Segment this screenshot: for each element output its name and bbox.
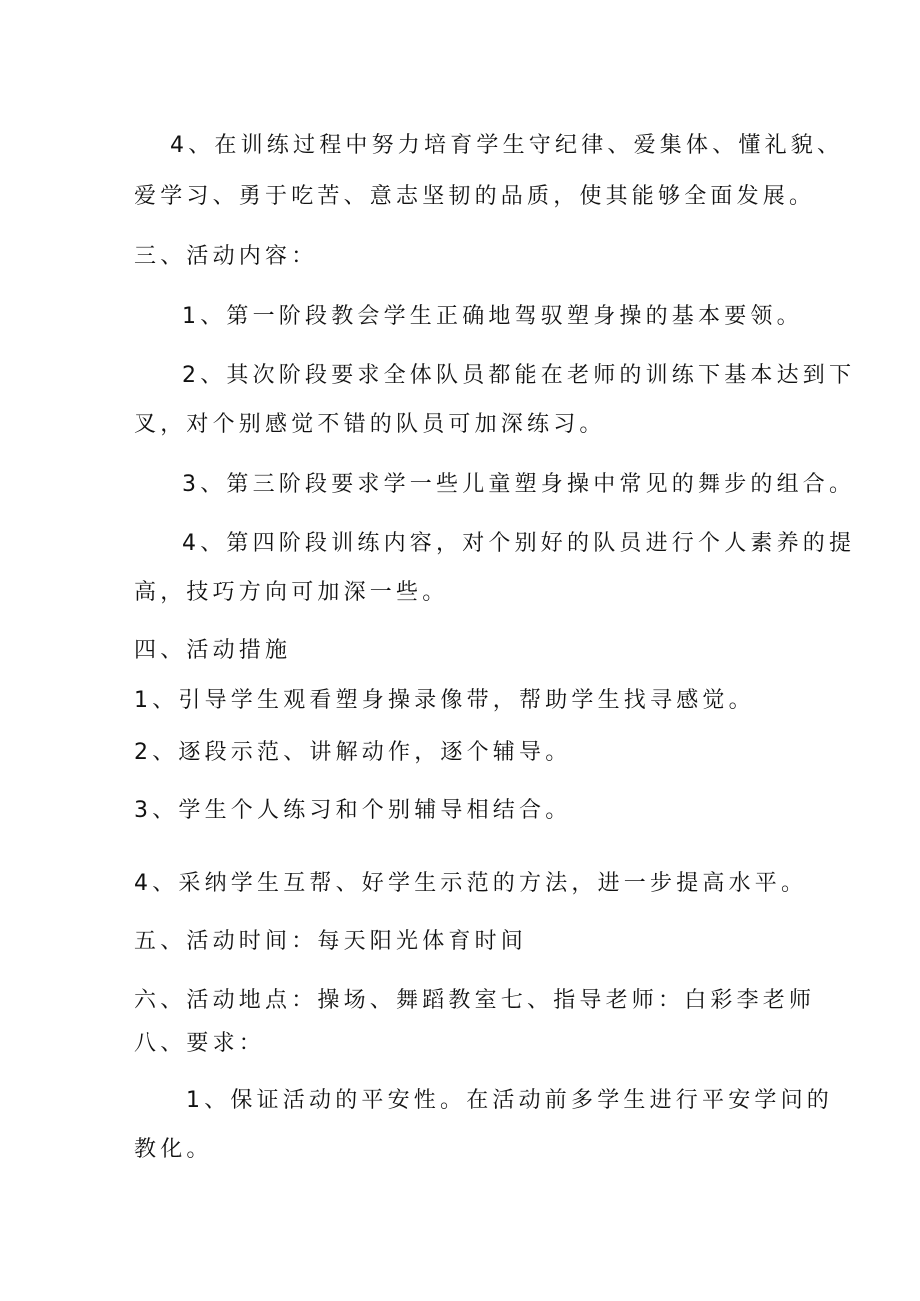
section-heading-activity-measures: 四、活动措施	[134, 638, 292, 663]
content-item-3: 3、第三阶段要求学一些儿童塑身操中常见的舞步的组合。	[182, 472, 856, 497]
measure-item-4: 4、采纳学生互帮、好学生示范的方法，进一步提高水平。	[134, 871, 808, 896]
requirement-item-1-continued: 教化。	[134, 1137, 213, 1162]
section-heading-activity-location: 六、活动地点：操场、舞蹈教室七、指导老师：白彩李老师	[134, 988, 816, 1013]
measure-item-3: 3、学生个人练习和个别辅导相结合。	[134, 798, 572, 823]
measure-item-2: 2、逐段示范、讲解动作，逐个辅导。	[134, 740, 572, 765]
section-heading-activity-time: 五、活动时间：每天阳光体育时间	[134, 929, 528, 954]
section-heading-activity-content: 三、活动内容：	[134, 244, 318, 269]
content-item-1: 1、第一阶段教会学生正确地驾驭塑身操的基本要领。	[182, 304, 803, 329]
content-item-4: 4、第四阶段训练内容，对个别好的队员进行个人素养的提	[182, 531, 856, 556]
content-item-2: 2、其次阶段要求全体队员都能在老师的训练下基本达到下	[182, 363, 856, 388]
content-item-4-continued: 高，技巧方向可加深一些。	[134, 580, 449, 605]
requirement-item-1: 1、保证活动的平安性。在活动前多学生进行平安学问的	[186, 1088, 833, 1113]
paragraph-line-2: 爱学习、勇于吃苦、意志坚韧的品质，使其能够全面发展。	[134, 184, 816, 209]
content-item-2-continued: 叉，对个别感觉不错的队员可加深练习。	[134, 412, 606, 437]
section-heading-requirements: 八、要求：	[134, 1031, 266, 1056]
paragraph-line-1: 4、在训练过程中努力培育学生守纪律、爱集体、懂礼貌、	[170, 133, 844, 158]
measure-item-1: 1、引导学生观看塑身操录像带，帮助学生找寻感觉。	[134, 688, 755, 713]
